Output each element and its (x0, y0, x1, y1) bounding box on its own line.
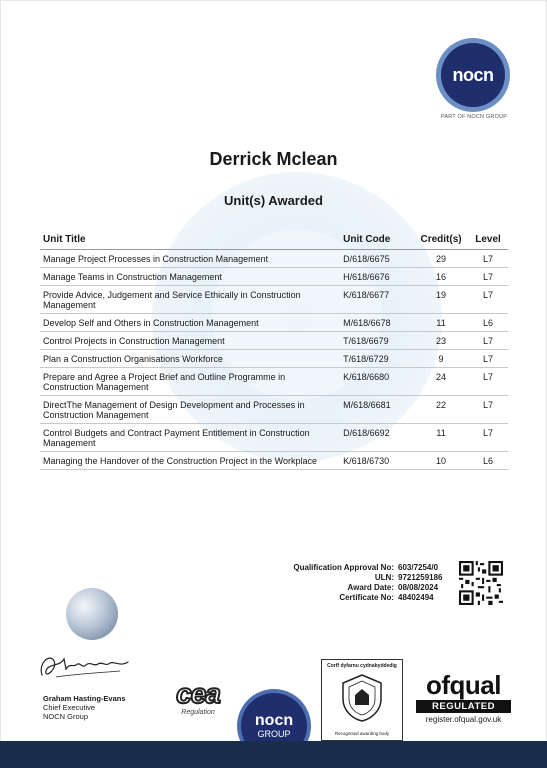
credits-cell: 11 (414, 314, 468, 332)
units-table (40, 231, 508, 470)
header-unit-title: Unit Title (40, 231, 340, 250)
unit-title-cell: Managing the Handover of the Construction Project in the Workplace (40, 452, 340, 470)
section-subtitle: Unit(s) Awarded (224, 193, 323, 208)
credits-cell: 19 (414, 286, 468, 314)
unit-title-cell: Control Projects in Construction Management (40, 332, 340, 350)
unit-code-cell: M/618/6678 (340, 314, 414, 332)
approval-label: Qualification Approval No: (293, 563, 394, 572)
unit-title-cell: Provide Advice, Judgement and Service Ethically in Construction Management (40, 286, 340, 314)
level-cell: L6 (468, 314, 508, 332)
level-cell: L6 (468, 452, 508, 470)
unit-title-cell: Plan a Construction Organisations Workforce (40, 350, 340, 368)
recipient-name: Derrick Mclean (209, 149, 338, 169)
signatory-block (43, 694, 126, 721)
table-row (40, 452, 508, 470)
unit-title-cell: Manage Teams in Construction Management (40, 268, 340, 286)
welsh-badge-top-text: Corff dyfarnu cydnabyddedig (327, 663, 397, 669)
certificate-no-label: Certificate No: (339, 593, 394, 602)
table-row (40, 286, 508, 314)
footer-band (0, 741, 547, 768)
ofqual-mark: ofqual (426, 670, 501, 700)
cea-logo (160, 680, 236, 716)
header-unit-code: Unit Code (340, 231, 414, 250)
level-cell: L7 (468, 350, 508, 368)
unit-code-cell: D/618/6675 (340, 250, 414, 268)
cea-mark: cea (176, 678, 220, 709)
hologram-seal (66, 588, 118, 640)
award-date-label: Award Date: (347, 583, 394, 592)
level-cell: L7 (468, 424, 508, 452)
unit-title-cell: Prepare and Agree a Project Brief and Outline Programme in Construction Management (40, 368, 340, 396)
level-cell: L7 (468, 332, 508, 350)
ofqual-logo (416, 672, 511, 724)
signatory-org: NOCN Group (43, 712, 89, 721)
signatory-role: Chief Executive (43, 703, 96, 712)
credits-cell: 23 (414, 332, 468, 350)
welsh-badge-bottom-text: Recognised awarding body (334, 731, 390, 736)
ofqual-register-url: register.ofqual.gov.uk (425, 715, 502, 724)
unit-code-cell: T/618/6729 (340, 350, 414, 368)
credits-cell: 16 (414, 268, 468, 286)
table-row (40, 268, 508, 286)
table-row (40, 368, 508, 396)
part-of-nocn-group: PART OF NOCN GROUP (440, 114, 508, 120)
crest-icon (339, 673, 385, 723)
unit-title-cell: Develop Self and Others in Construction Management (40, 314, 340, 332)
header-level: Level (468, 231, 508, 250)
signatory-name: Graham Hasting-Evans (43, 694, 126, 703)
qr-code-icon (459, 561, 503, 605)
table-row (40, 350, 508, 368)
credits-cell: 11 (414, 424, 468, 452)
header-credits: Credit(s) (414, 231, 468, 250)
table-header-row (40, 231, 508, 250)
ofqual-regulated: REGULATED (416, 700, 511, 713)
credits-cell: 9 (414, 350, 468, 368)
nocn-group-logo-subtext: GROUP (257, 729, 291, 739)
uln-value: 9721259186 (398, 573, 443, 582)
award-date-value: 08/08/2024 (398, 583, 439, 592)
table-row (40, 314, 508, 332)
level-cell: L7 (468, 250, 508, 268)
unit-code-cell: D/618/6692 (340, 424, 414, 452)
recognised-awarding-body-badge (321, 659, 403, 741)
credits-cell: 22 (414, 396, 468, 424)
unit-title-cell: Manage Project Processes in Construction Management (40, 250, 340, 268)
unit-code-cell: M/618/6681 (340, 396, 414, 424)
nocn-logo-top (441, 43, 505, 107)
approval-value: 603/7254/0 (398, 563, 439, 572)
unit-title-cell: Control Budgets and Contract Payment Entitlement in Construction Management (40, 424, 340, 452)
qualification-details (270, 563, 456, 603)
credits-cell: 24 (414, 368, 468, 396)
credits-cell: 10 (414, 452, 468, 470)
level-cell: L7 (468, 396, 508, 424)
uln-label: ULN: (374, 573, 394, 582)
level-cell: L7 (468, 368, 508, 396)
unit-code-cell: H/618/6676 (340, 268, 414, 286)
unit-code-cell: K/618/6730 (340, 452, 414, 470)
table-row (40, 332, 508, 350)
level-cell: L7 (468, 286, 508, 314)
credits-cell: 29 (414, 250, 468, 268)
unit-code-cell: K/618/6677 (340, 286, 414, 314)
table-row (40, 396, 508, 424)
unit-code-cell: K/618/6680 (340, 368, 414, 396)
certificate-no-value: 48402494 (398, 593, 434, 602)
cea-regulation-label: Regulation (181, 709, 215, 716)
signature-mark (36, 645, 136, 685)
table-row (40, 250, 508, 268)
unit-title-cell: DirectThe Management of Design Development and Processes in Construction Management (40, 396, 340, 424)
unit-code-cell: T/618/6679 (340, 332, 414, 350)
nocn-group-logo-text: nocn (254, 712, 294, 729)
nocn-logo-text: nocn (452, 64, 494, 85)
table-row (40, 424, 508, 452)
level-cell: L7 (468, 268, 508, 286)
